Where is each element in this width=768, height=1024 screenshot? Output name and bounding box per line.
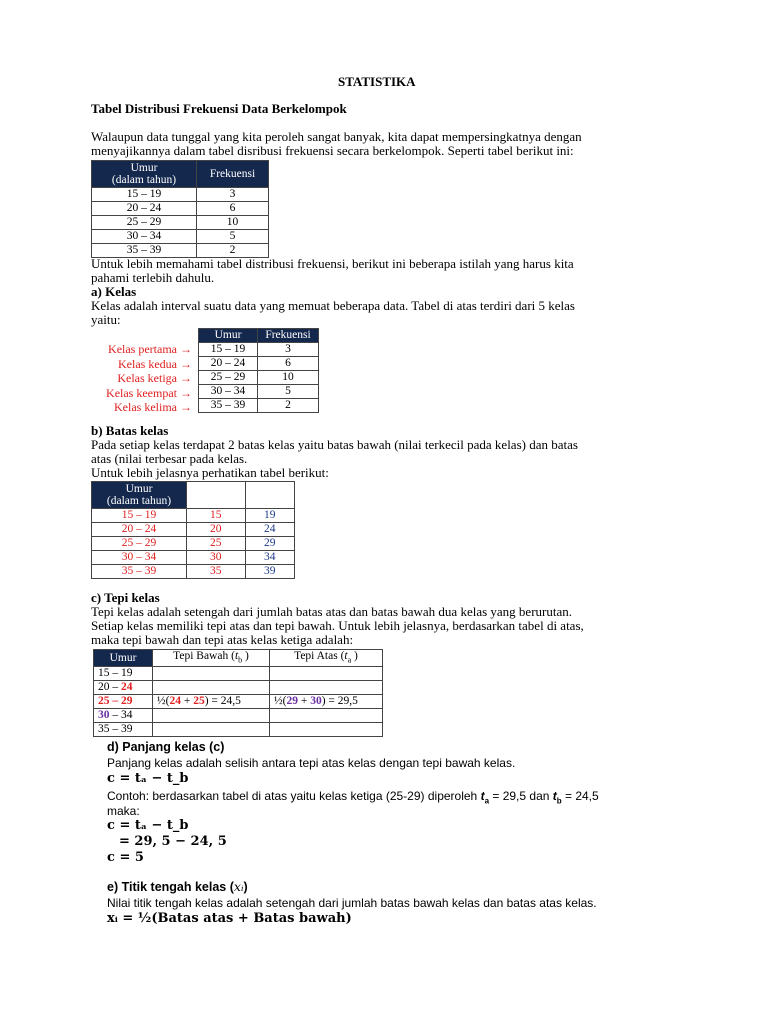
intro-line-1: Walaupun data tunggal yang kita peroleh sangat banyak, kita dapat mempersingkatnya dengan <box>91 129 582 144</box>
intro-line-2: menyajikannya dalam tabel disribusi frekuensi secara berkelompok. Seperti tabel berikut ini: <box>91 143 574 158</box>
class-labels <box>88 342 192 415</box>
batas-line-1: Pada setiap kelas terdapat 2 batas kelas yaitu batas bawah (nilai terkecil pada kelas) dan batas <box>91 437 578 452</box>
table-row: 20 – 24 6 <box>92 202 269 216</box>
titik-formula: xᵢ = ½(Batas atas + Batas bawah) <box>107 911 352 926</box>
panjang-maka: maka: <box>107 804 140 818</box>
page-title: STATISTIKA <box>338 74 416 89</box>
after-table-line-1: Untuk lebih memahami tabel distribusi frekuensi, berikut ini beberapa istilah yang harus kita <box>91 256 574 271</box>
panjang-example: Contoh: berdasarkan tabel di atas yaitu kelas ketiga (25-29) diperoleh $t_a = 29,5$ dan $t_b = 24,5$ <box>107 789 599 806</box>
kelas-table <box>198 328 319 413</box>
tepi-line-3: maka tepi bawah dan tepi atas kelas ketiga adalah: <box>91 632 354 647</box>
header-umur: Umur <box>94 650 153 667</box>
table-row: 25 – 29 ½(24 + 25) = 24,5 ½(29 + 30) = 29,5 <box>94 695 383 709</box>
table-row: 25 – 29 10 <box>199 371 319 385</box>
kelas-line-1: Kelas adalah interval suatu data yang memuat beberapa data. Tabel di atas terdiri dari 5 kelas <box>91 298 575 313</box>
table-row: 20 – 24 20 24 <box>92 523 295 537</box>
panjang-step-3: c = 5 <box>107 850 144 865</box>
tepi-line-1: Tepi kelas adalah setengah dari jumlah batas atas dan batas bawah dua kelas yang berurutan. <box>91 604 572 619</box>
table-row: 35 – 39 35 39 <box>92 565 295 579</box>
panjang-formula: c = tₐ − t_b <box>107 771 189 786</box>
batas-table <box>91 481 295 579</box>
tepi-heading: c) Tepi kelas <box>91 590 160 605</box>
header-tepi-atas: Tepi Atas ($t_a$ ) <box>270 650 383 667</box>
table-row: 35 – 39 2 <box>92 244 269 258</box>
header-umur: Umur (dalam tahun) <box>92 482 187 509</box>
batas-heading: b) Batas kelas <box>91 423 169 438</box>
panjang-step-2: = 29, 5 − 24, 5 <box>119 834 227 849</box>
header-tepi-bawah: Tepi Bawah ($t_b$ ) <box>153 650 270 667</box>
header-frekuensi: Frekuensi <box>258 329 319 343</box>
panjang-step-1: c = tₐ − t_b <box>107 818 189 833</box>
panjang-line-1: Panjang kelas adalah selisih antara tepi atas kelas dengan tepi bawah kelas. <box>107 756 516 770</box>
table-row: 30 – 34 5 <box>199 385 319 399</box>
header-umur: Umur (dalam tahun) <box>92 161 197 188</box>
table-row: 35 – 39 <box>94 723 383 737</box>
header-frekuensi: Frekuensi <box>197 161 269 188</box>
table-row: 25 – 29 25 29 <box>92 537 295 551</box>
after-table-line-2: pahami terlebih dahulu. <box>91 270 215 285</box>
tepi-line-2: Setiap kelas memiliki tepi atas dan tepi bawah. Untuk lebih jelasnya, berdasarkan tabel di atas, <box>91 618 584 633</box>
kelas-line-2: yaitu: <box>91 312 121 327</box>
header-batas-atas: Batas Atas <box>245 482 294 509</box>
kelas-heading: a) Kelas <box>91 284 137 299</box>
header-umur: Umur <box>199 329 258 343</box>
table-row: 30 – 34 <box>94 709 383 723</box>
table-row: 15 – 19 3 <box>92 188 269 202</box>
table-row: 30 – 34 5 <box>92 230 269 244</box>
table-row: 20 – 24 6 <box>199 357 319 371</box>
batas-line-2: atas (nilai terbesar pada kelas. <box>91 451 248 466</box>
frequency-table <box>91 160 269 258</box>
table-row: 20 – 24 <box>94 681 383 695</box>
table-row: 35 – 39 2 <box>199 399 319 413</box>
batas-line-3: Untuk lebih jelasnya perhatikan tabel berikut: <box>91 465 329 480</box>
class-label: Kelas ketiga → <box>117 371 192 385</box>
panjang-heading: d) Panjang kelas (c) <box>107 740 225 754</box>
class-label: Kelas kelima → <box>114 400 192 414</box>
class-label: Kelas keempat → <box>106 385 192 400</box>
table-row: 15 – 19 3 <box>199 343 319 357</box>
header-batas-bawah: Batas Bawah <box>187 482 246 509</box>
titik-line-1: Nilai titik tengah kelas adalah setengah dari jumlah batas bawah kelas dan batas atas kelas. <box>107 896 597 910</box>
class-label: Kelas pertama → <box>108 342 192 356</box>
table-row: 15 – 19 <box>94 667 383 681</box>
table-row: 30 – 34 30 34 <box>92 551 295 565</box>
tepi-table <box>93 649 383 737</box>
table-row: 25 – 29 10 <box>92 216 269 230</box>
titik-heading: e) Titik tengah kelas (xᵢ) <box>107 879 248 894</box>
class-label: Kelas kedua → <box>118 356 192 371</box>
table-row: 15 – 19 15 19 <box>92 509 295 523</box>
section-subtitle: Tabel Distribusi Frekuensi Data Berkelompok <box>91 101 347 116</box>
